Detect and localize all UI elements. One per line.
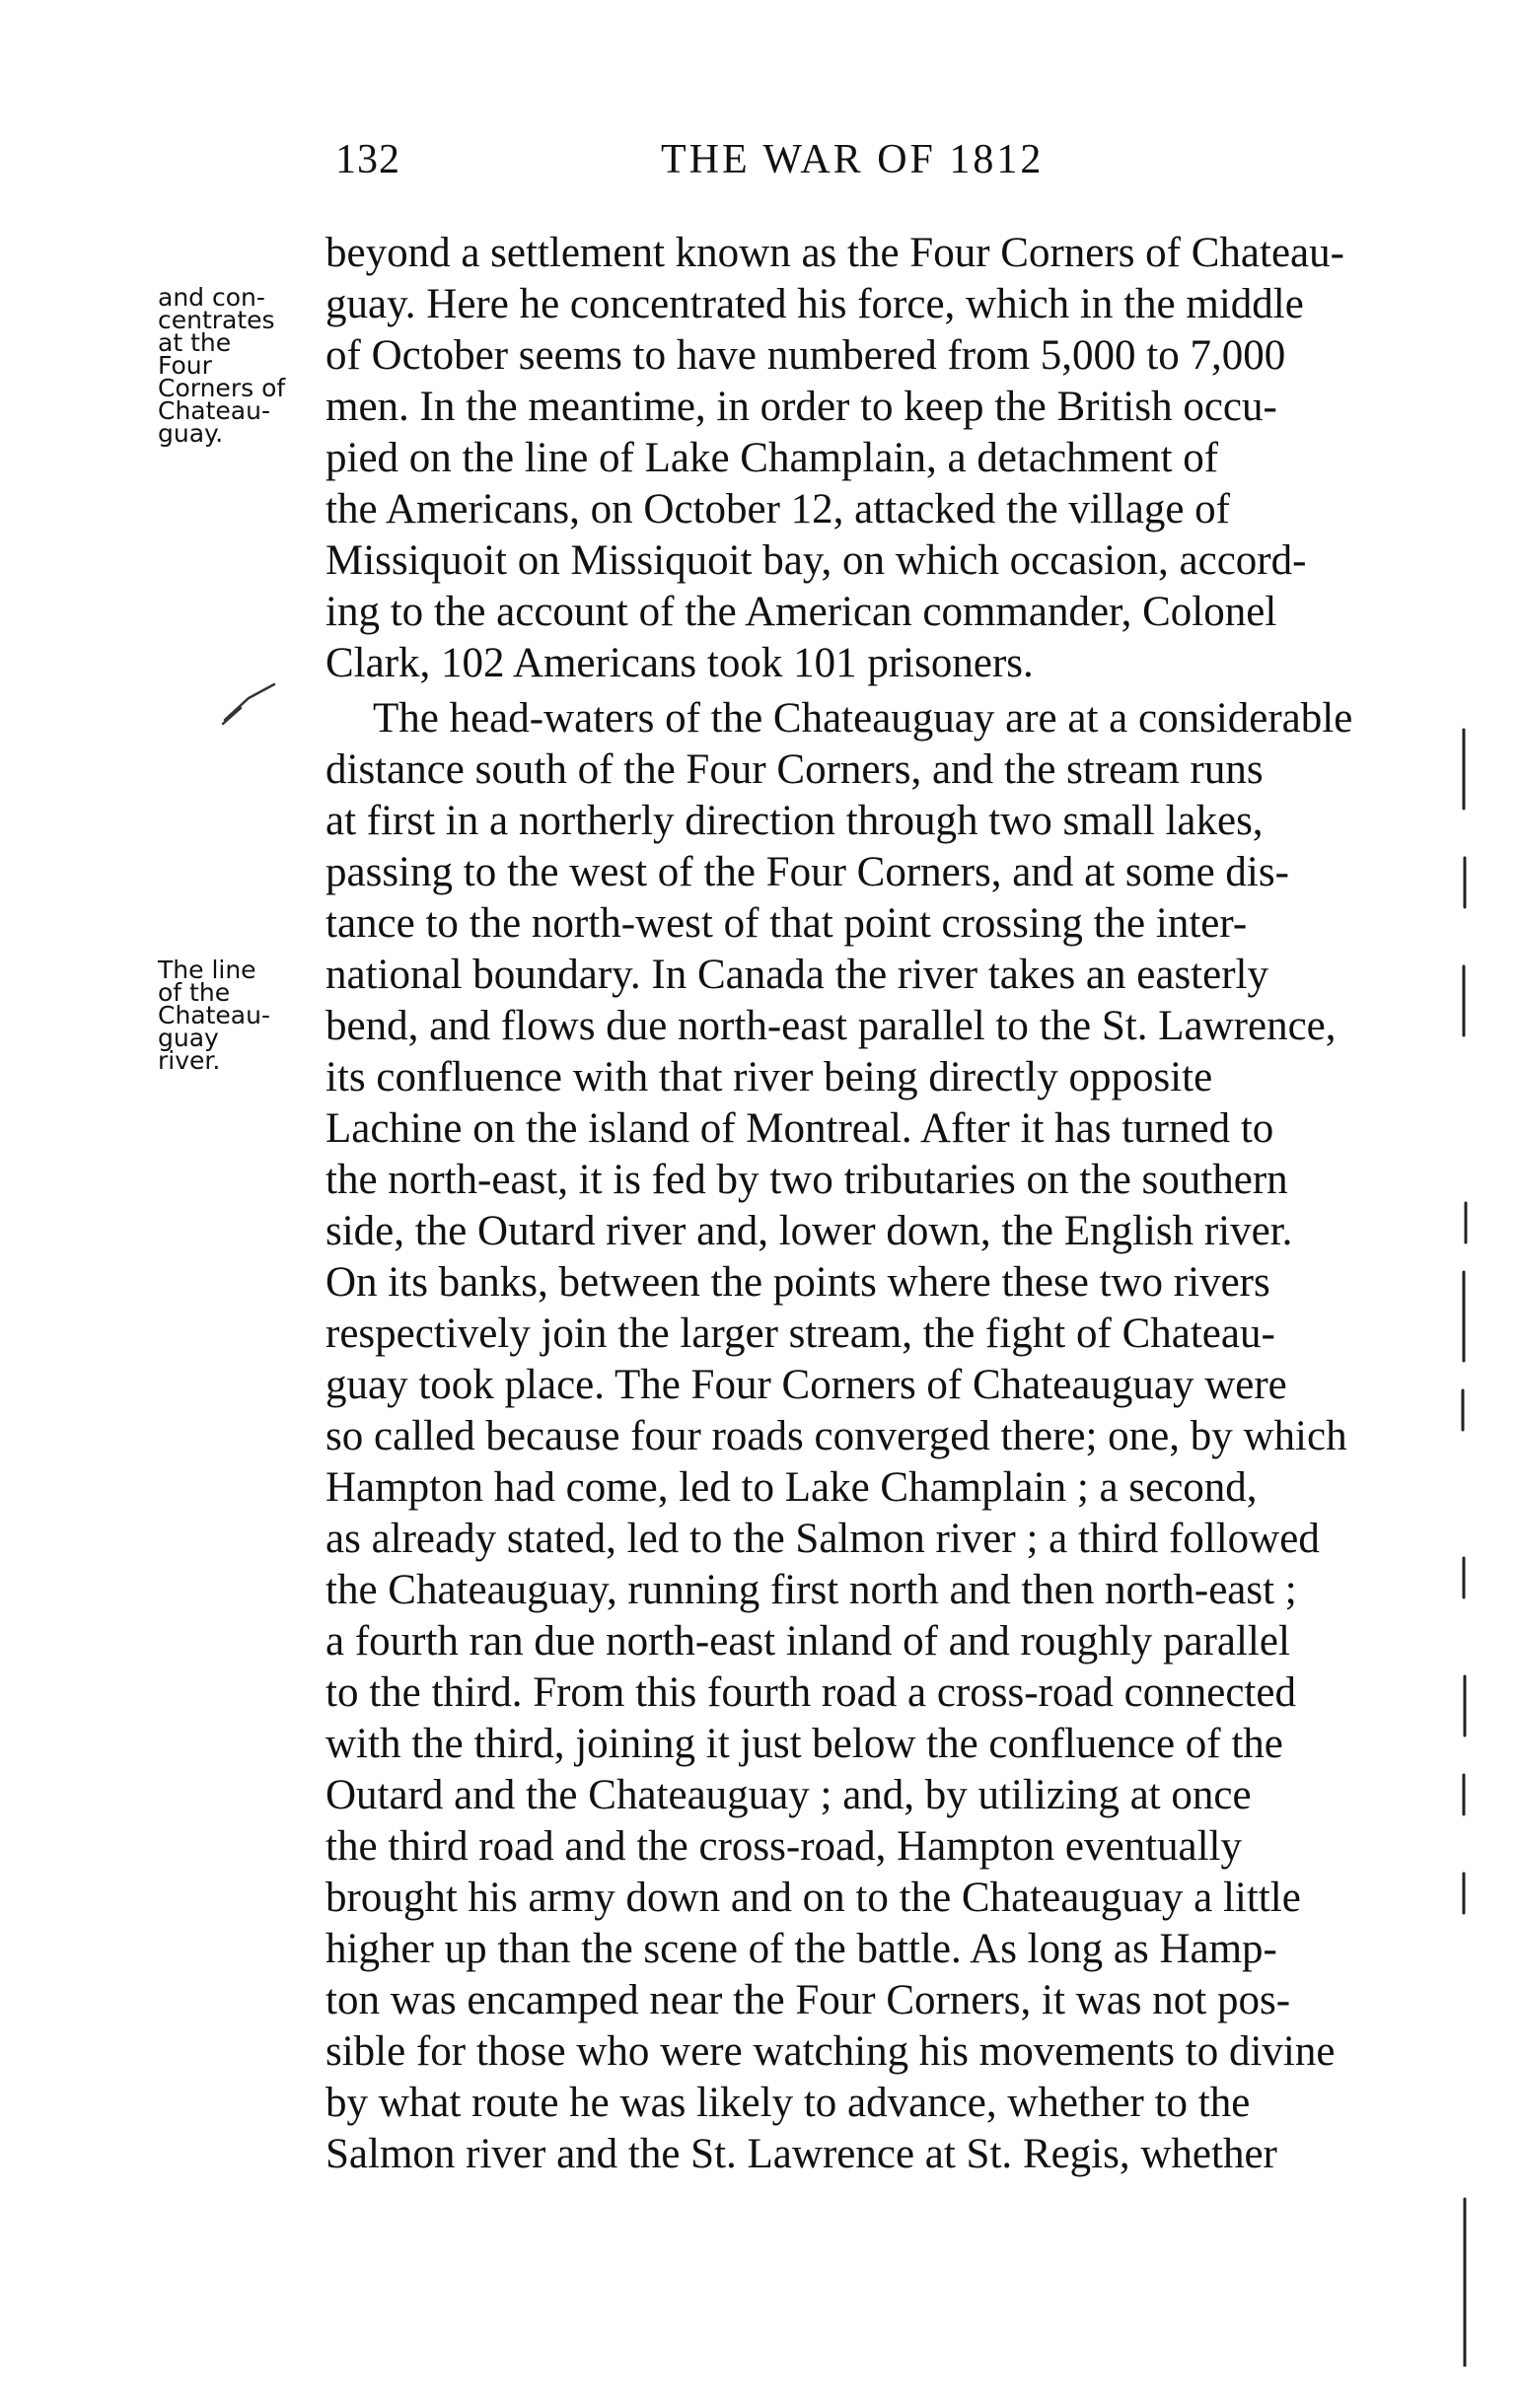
text-line: higher up than the scene of the battle. As long as Hamp-: [326, 1926, 1277, 1972]
text-line: by what route he was likely to advance, whether to the: [326, 2080, 1251, 2126]
running-title: THE WAR OF 1812: [661, 137, 1045, 182]
margin-note-line: guay: [158, 1024, 219, 1052]
text-line: bend, and flows due north-east parallel to the St. Lawrence,: [326, 1003, 1337, 1049]
text-line: with the third, joining it just below the confluence of the: [326, 1721, 1283, 1767]
text-line: guay took place. The Four Corners of Chateauguay were: [326, 1362, 1287, 1408]
margin-note-line: Corners of: [158, 374, 286, 402]
text-line: distance south of the Four Corners, and the stream runs: [326, 746, 1264, 793]
text-line: the Americans, on October 12, attacked the village of: [326, 486, 1231, 532]
text-line: beyond a settlement known as the Four Corners of Chateau-: [326, 230, 1344, 276]
text-line: the third road and the cross-road, Hampton eventually: [326, 1823, 1242, 1870]
margin-note-line: Four: [158, 351, 212, 380]
text-line: national boundary. In Canada the river takes an easterly: [326, 952, 1268, 998]
text-line: of October seems to have numbered from 5,000 to 7,000: [326, 332, 1286, 379]
text-line: ing to the account of the American commander, Colonel: [326, 589, 1277, 635]
text-line: passing to the west of the Four Corners, and at some dis-: [326, 849, 1289, 895]
text-line: tance to the north-west of that point crossing the inter-: [326, 900, 1248, 947]
margin-note-line: guay.: [158, 419, 224, 448]
text-line: guay. Here he concentrated his force, which in the middle: [326, 281, 1304, 327]
margin-note-line: centrates: [158, 306, 275, 334]
text-line: the Chateauguay, running first north and then north-east ;: [326, 1567, 1297, 1613]
text-line: brought his army down and on to the Chateauguay a little: [326, 1875, 1301, 1921]
text-line: The head-waters of the Chateauguay are at a considerable: [373, 695, 1353, 742]
text-line: Clark, 102 Americans took 101 prisoners.: [326, 640, 1034, 686]
text-line: a fourth ran due north-east inland of and roughly parallel: [326, 1618, 1290, 1664]
text-line: Lachine on the island of Montreal. After it has turned to: [326, 1105, 1274, 1152]
page-number: 132: [335, 137, 400, 182]
text-line: at first in a northerly direction through two small lakes,: [326, 798, 1264, 844]
text-line: Hampton had come, led to Lake Champlain ; a second,: [326, 1464, 1258, 1511]
text-line: its confluence with that river being directly opposite: [326, 1054, 1213, 1100]
margin-note-river-line: [158, 956, 326, 1075]
text-line: side, the Outard river and, lower down, the English river.: [326, 1208, 1293, 1254]
page-edge-marks: [1450, 177, 1480, 2367]
margin-note-line: Chateau-: [158, 1001, 270, 1029]
text-line: pied on the line of Lake Champlain, a detachment of: [326, 435, 1219, 481]
text-line: On its banks, between the points where these two rivers: [326, 1259, 1270, 1306]
margin-note-concentrates: [158, 283, 326, 448]
text-line: Outard and the Chateauguay ; and, by utilizing at once: [326, 1772, 1252, 1818]
text-line: as already stated, led to the Salmon river ; a third followed: [326, 1516, 1320, 1562]
margin-note-line: Chateau-: [158, 396, 270, 425]
margin-note-line: river.: [158, 1046, 221, 1075]
text-line: Missiquoit on Missiquoit bay, on which occasion, accord-: [326, 537, 1307, 584]
text-line: ton was encamped near the Four Corners, it was not pos-: [326, 1977, 1291, 2023]
margin-note-line: and con-: [158, 283, 265, 312]
margin-note-line: at the: [158, 328, 232, 357]
text-line: Salmon river and the St. Lawrence at St. Regis, whether: [326, 2131, 1277, 2177]
text-line: men. In the meantime, in order to keep the British occu-: [326, 384, 1277, 430]
text-line: respectively join the larger stream, the fight of Chateau-: [326, 1310, 1275, 1357]
text-line: the north-east, it is fed by two tributaries on the southern: [326, 1157, 1288, 1203]
margin-note-line: of the: [158, 978, 231, 1007]
margin-note-line: The line: [158, 956, 256, 984]
text-line: sible for those who were watching his movements to divine: [326, 2028, 1336, 2075]
text-line: so called because four roads converged there; one, by which: [326, 1413, 1347, 1459]
pencil-tick-mark: [219, 680, 278, 730]
text-line: to the third. From this fourth road a cross-road connected: [326, 1669, 1296, 1716]
